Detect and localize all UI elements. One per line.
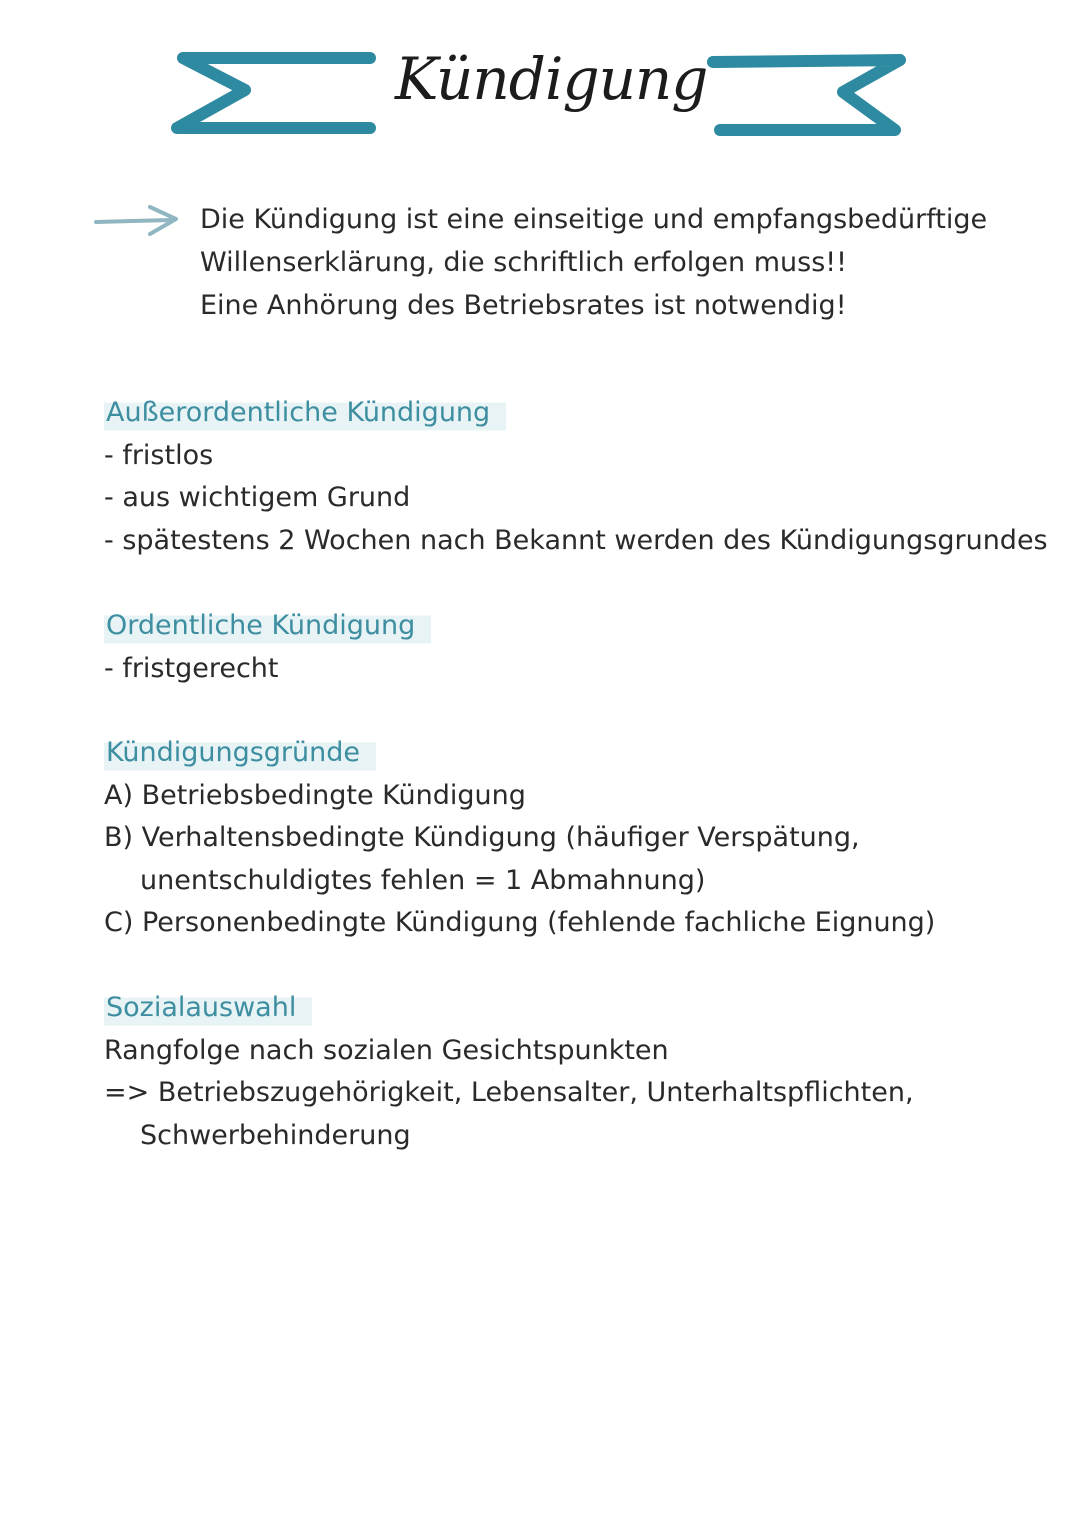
section-ordentliche-kuendigung	[104, 605, 1044, 690]
section-sozialauswahl	[104, 987, 1044, 1157]
list-item: - spätestens 2 Wochen nach Bekannt werden des Kündigungsgrundes	[104, 524, 1048, 556]
section-heading: Außerordentliche Kündigung	[104, 392, 506, 435]
section-ausserordentliche-kuendigung	[104, 392, 1048, 562]
list-item-continuation: Schwerbehinderung	[140, 1119, 411, 1151]
list-item: C) Personenbedingte Kündigung (fehlende fachliche Eignung)	[104, 907, 936, 938]
arrow-right-icon	[92, 203, 182, 239]
section-heading: Sozialauswahl	[104, 987, 312, 1030]
list-item: => Betriebszugehörigkeit, Lebensalter, Unterhaltspflichten,	[104, 1077, 914, 1108]
intro-text	[200, 198, 1000, 327]
list-item: Rangfolge nach sozialen Gesichtspunkten	[104, 1034, 669, 1066]
list-item-continuation: unentschuldigtes fehlen = 1 Abmahnung)	[140, 864, 706, 896]
section-kuendigungsgruende	[104, 732, 1044, 945]
list-item: - fristgerecht	[104, 652, 279, 684]
list-item: A) Betriebsbedingte Kündigung	[104, 779, 526, 811]
section-heading: Ordentliche Kündigung	[104, 605, 431, 648]
intro-line: Eine Anhörung des Betriebsrates ist notwendig!	[200, 290, 847, 321]
list-item: - fristlos	[104, 439, 214, 471]
list-item: B) Verhaltensbedingte Kündigung (häufiger Verspätung,	[104, 822, 860, 853]
intro-line: Die Kündigung ist eine einseitige und empfangsbedürftige	[200, 204, 988, 235]
section-heading: Kündigungsgründe	[104, 732, 376, 775]
list-item: - aus wichtigem Grund	[104, 482, 411, 513]
page-title: Kündigung	[395, 45, 708, 113]
intro-line: Willenserklärung, die schriftlich erfolgen muss!!	[200, 247, 847, 278]
